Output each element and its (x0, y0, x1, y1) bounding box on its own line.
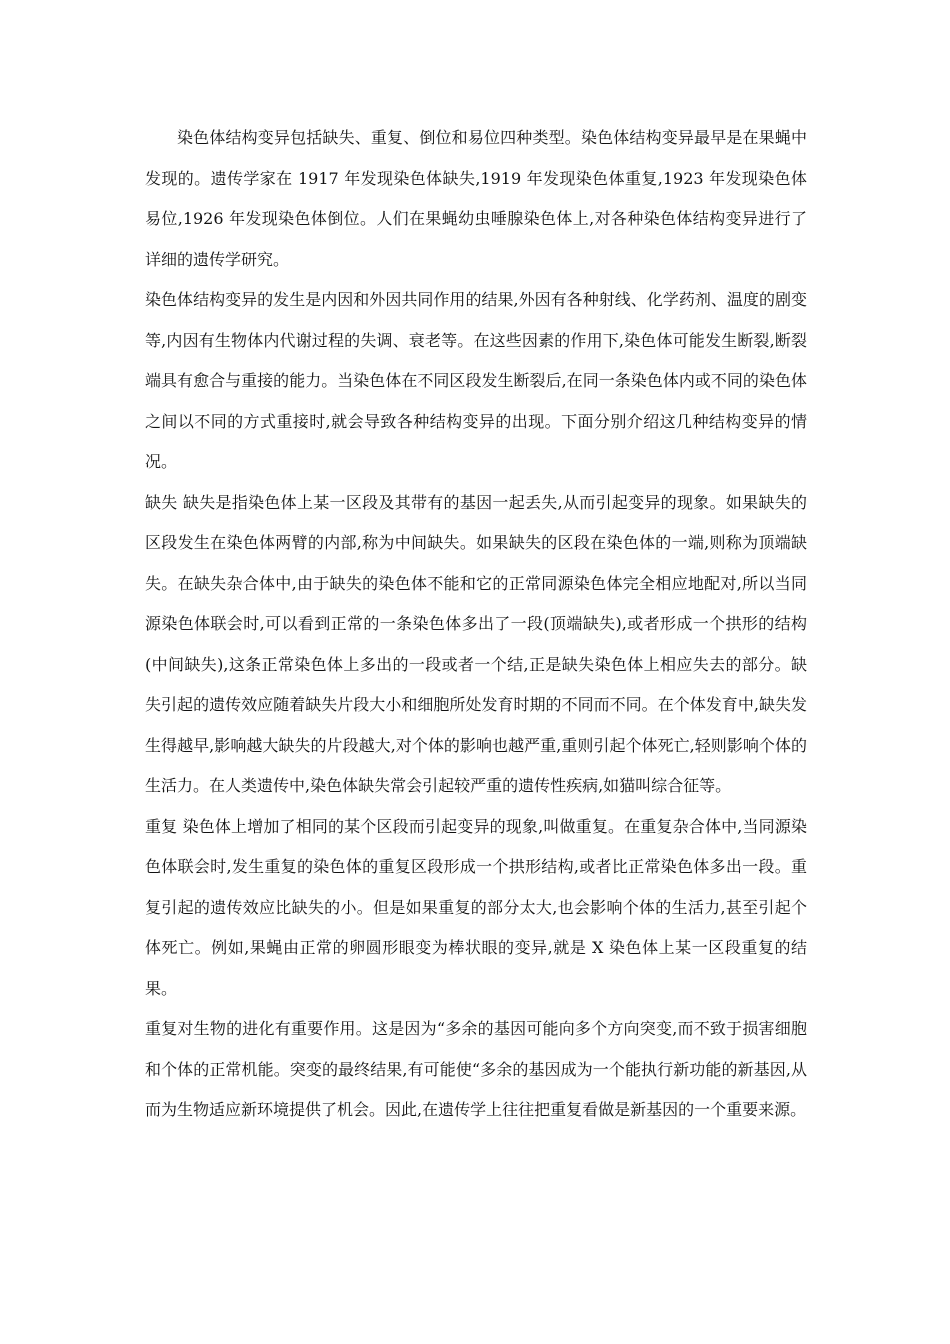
document-body (145, 118, 807, 1131)
paragraph-deletion: 缺失 缺失是指染色体上某一区段及其带有的基因一起丢失,从而引起变异的现象。如果缺失的区段发生在染色体两臂的内部,称为中间缺失。如果缺失的区段在染色体的一端,则称为顶端缺失。在缺失杂合体中,由于缺失的染色体不能和它的正常同源染色体完全相应地配对,所以当同源染色体联会时,可以看到正常的一条染色体多出了一段(顶端缺失),或者形成一个拱形的结构(中间缺失),这条正常染色体上多出的一段或者一个结,正是缺失染色体上相应失去的部分。缺失引起的遗传效应随着缺失片段大小和细胞所处发育时期的不同而不同。在个体发育中,缺失发生得越早,影响越大缺失的片段越大,对个体的影响也越严重,重则引起个体死亡,轻则影响个体的生活力。在人类遗传中,染色体缺失常会引起较严重的遗传性疾病,如猫叫综合征等。 (145, 492, 807, 795)
paragraph-duplication: 重复 染色体上增加了相同的某个区段而引起变异的现象,叫做重复。在重复杂合体中,当同源染色体联会时,发生重复的染色体的重复区段形成一个拱形结构,或者比正常染色体多出一段。重复引起的遗传效应比缺失的小。但是如果重复的部分太大,也会影响个体的生活力,甚至引起个体死亡。例如,果蝇由正常的卵圆形眼变为棒状眼的变异,就是 X 染色体上某一区段重复的结果。 (145, 816, 807, 998)
paragraph-duplication-evolution: 重复对生物的进化有重要作用。这是因为“多余的基因可能向多个方向突变,而不致于损害细胞和个体的正常机能。突变的最终结果,有可能使“多余的基因成为一个能执行新功能的新基因,从而为生物适应新环境提供了机会。因此,在遗传学上往往把重复看做是新基因的一个重要来源。 (145, 1019, 807, 1119)
paragraph-causes: 染色体结构变异的发生是内因和外因共同作用的结果,外因有各种射线、化学药剂、温度的剧变等,内因有生物体内代谢过程的失调、衰老等。在这些因素的作用下,染色体可能发生断裂,断裂端具有愈合与重接的能力。当染色体在不同区段发生断裂后,在同一条染色体内或不同的染色体之间以不同的方式重接时,就会导致各种结构变异的出现。下面分别介绍这几种结构变异的情况。 (145, 290, 807, 471)
paragraph-intro: 染色体结构变异包括缺失、重复、倒位和易位四种类型。染色体结构变异最早是在果蝇中发现的。遗传学家在 1917 年发现染色体缺失,1919 年发现染色体重复,1923 年发现染色体易位,1926 年发现染色体倒位。人们在果蝇幼虫唾腺染色体上,对各种染色体结构变异进行了详细的遗传学研究。 (145, 128, 807, 269)
